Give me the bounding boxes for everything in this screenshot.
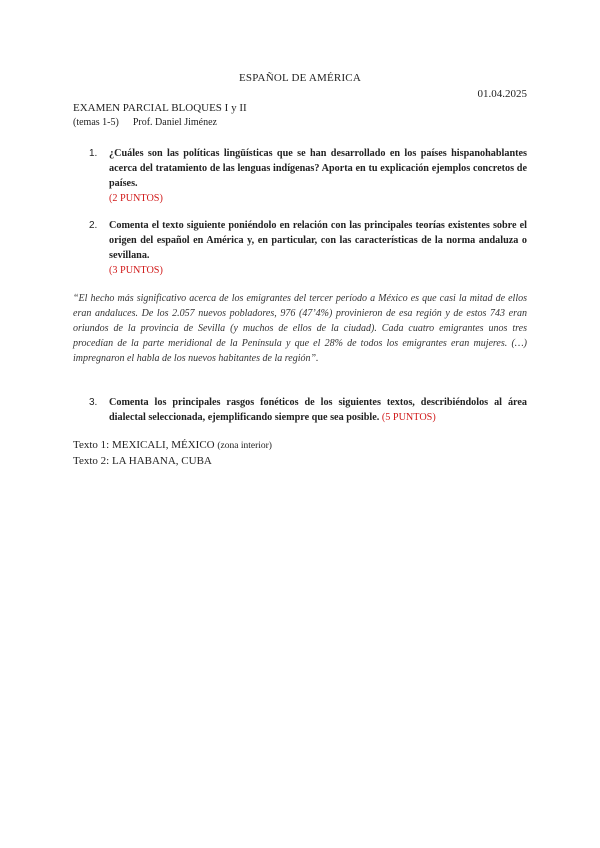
question-points: (5 PUNTOS) xyxy=(381,412,436,423)
text-1-line xyxy=(73,439,272,451)
question-text: ¿Cuáles son las políticas lingüísticas que se han desarrollado en los países hispanohablantes acerca del tratamiento de las lenguas indígenas? Aporta en tu explicación ejemplos concretos de países. xyxy=(109,148,527,189)
question-points: (2 PUNTOS) xyxy=(109,193,163,204)
question-text: Comenta los principales rasgos fonéticos de los siguientes textos, describiéndolos al área dialectal seleccionada, ejemplificando siempre que sea posible. xyxy=(109,397,527,423)
topics-label: (temas 1-5) xyxy=(73,117,119,128)
text-1-label: Texto 1: MEXICALI, MÉXICO xyxy=(73,439,215,451)
exam-date: 01.04.2025 xyxy=(477,88,527,100)
text-1-note: (zona interior) xyxy=(217,441,272,451)
page-title: ESPAÑOL DE AMÉRICA xyxy=(239,72,361,84)
quoted-text: “El hecho más significativo acerca de los emigrantes del tercer período a México es que casi la mitad de ellos eran andaluces. De los 2.057 nuevos pobladores, 976 (47’4%) provinieron de esa región y de estos 743 eran oriundos de la provincia de Sevilla (y muchos de ellos de la ciudad). Cada cuatro emigrantes unos tres procedían de la parte meridional de la Península y que el 28% de todos los emigrantes eran mujeres. (…) impregnaron el habla de los nuevos habitantes de la región”. xyxy=(73,293,527,364)
text-2-line xyxy=(73,455,212,467)
exam-heading: EXAMEN PARCIAL BLOQUES I y II xyxy=(73,102,247,114)
question-number: 3. xyxy=(89,397,98,408)
question-3 xyxy=(89,395,527,425)
question-number: 1. xyxy=(89,148,98,159)
question-number: 2. xyxy=(89,220,98,231)
question-text: Comenta el texto siguiente poniéndolo en relación con las principales teorías existentes sobre el origen del español en América y, en particular, con las características de la norma andaluza o sevillana. xyxy=(109,220,527,261)
question-1 xyxy=(89,146,527,206)
exam-subheading xyxy=(73,117,217,128)
professor-name: Prof. Daniel Jiménez xyxy=(132,117,217,128)
question-points: (3 PUNTOS) xyxy=(109,265,163,276)
text-2-label: Texto 2: LA HABANA, CUBA xyxy=(73,455,212,467)
question-2 xyxy=(89,218,527,278)
